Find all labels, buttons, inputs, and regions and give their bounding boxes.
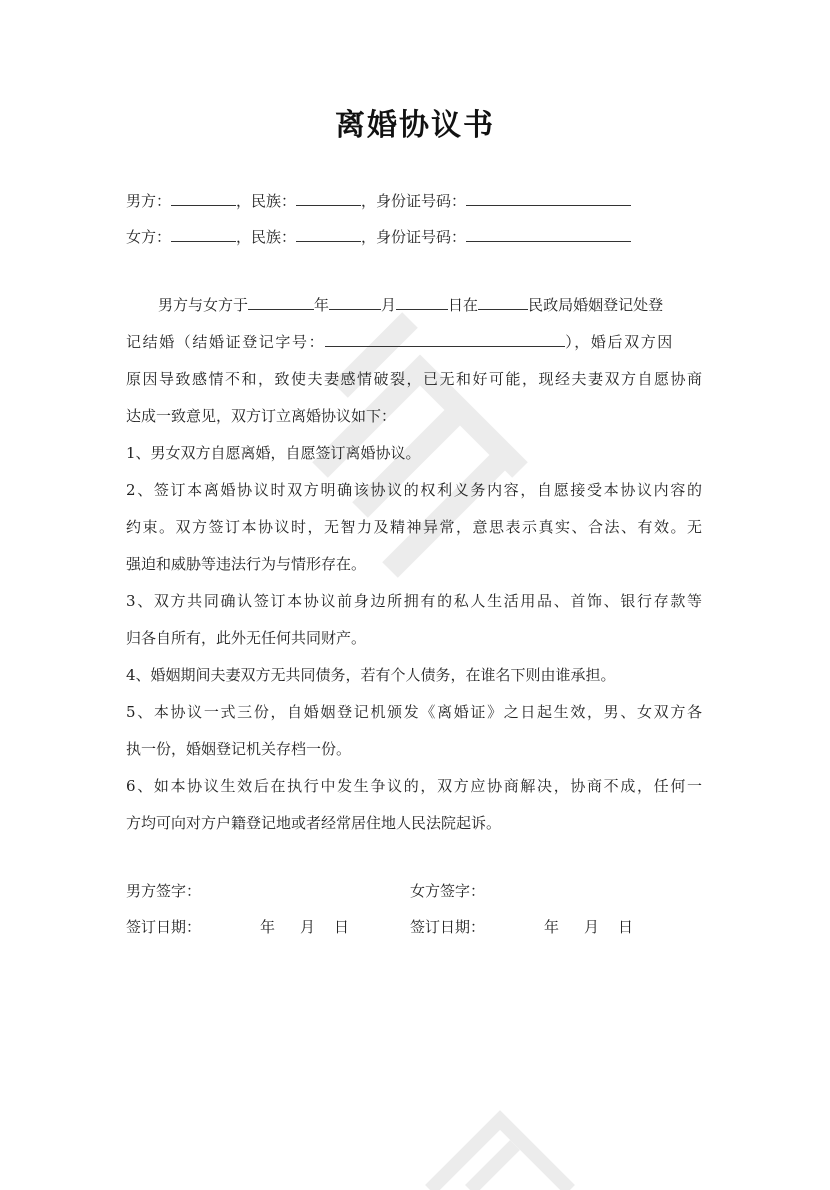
clause-3-line-2: 归各自所有，此外无任何共同财产。 — [126, 629, 367, 647]
clause-6-line-2: 方均可向对方户籍登记地或者经常居住地人民法院起诉。 — [126, 814, 502, 832]
female-info-line — [126, 226, 631, 247]
intro-line-4: 达成一致意见，双方订立离婚协议如下： — [126, 407, 397, 425]
marriage-month-field[interactable] — [329, 295, 381, 310]
watermark-logo-icon — [420, 1110, 580, 1190]
month-label: 月 — [300, 918, 316, 936]
intro-line-1: 男方与女方于 年 月 日在 民政局婚姻登记处登 — [158, 296, 664, 314]
clause-6-line-1: 6、如本协议生效后在执行中发生争议的，双方应协商解决，协商不成，任何一 — [126, 777, 702, 795]
clause-1: 1、男女双方自愿离婚，自愿签订离婚协议。 — [126, 444, 421, 462]
male-label: 男方： — [126, 192, 172, 210]
male-info-line — [126, 190, 631, 211]
sign-date-label: 签订日期： — [126, 918, 202, 936]
clauses-list — [126, 435, 702, 842]
year-label: 年 — [260, 918, 276, 936]
id-label: ，身份证号码： — [361, 228, 467, 246]
female-ethnicity-field[interactable] — [296, 227, 361, 242]
female-signature-label: 女方签字： — [410, 882, 486, 900]
male-ethnicity-field[interactable] — [296, 191, 361, 206]
male-name-field[interactable] — [171, 191, 236, 206]
day-label: 日 — [334, 918, 350, 936]
marriage-day-field[interactable] — [396, 295, 448, 310]
id-label: ，身份证号码： — [361, 192, 467, 210]
male-id-field[interactable] — [466, 191, 631, 206]
clause-3-line-1: 3、双方共同确认签订本协议前身边所拥有的私人生活用品、首饰、银行存款等 — [126, 592, 702, 610]
marriage-year-field[interactable] — [248, 295, 314, 310]
year-label: 年 — [544, 918, 560, 936]
clause-5-line-2: 执一份，婚姻登记机关存档一份。 — [126, 740, 352, 758]
document-title: 离婚协议书 — [335, 108, 495, 143]
male-signature-label: 男方签字： — [126, 882, 202, 900]
clause-5-line-1: 5、本协议一式三份，自婚姻登记机颁发《离婚证》之日起生效，男、女双方各 — [126, 703, 702, 721]
female-id-field[interactable] — [466, 227, 631, 242]
day-label: 日 — [618, 918, 634, 936]
intro-line-2: 记结婚（结婚证登记字号： ），婚后双方因 — [126, 333, 674, 351]
female-label: 女方： — [126, 228, 172, 246]
clause-2-line-1: 2、签订本离婚协议时双方明确该协议的权利义务内容，自愿接受本协议内容的 — [126, 481, 702, 499]
female-sign-date — [410, 916, 633, 937]
month-label: 月 — [584, 918, 600, 936]
clause-4: 4、婚姻期间夫妻双方无共同债务，若有个人债务，在谁名下则由谁承担。 — [126, 666, 616, 684]
sign-date-label: 签订日期： — [410, 918, 486, 936]
marriage-certificate-number-field[interactable] — [325, 332, 565, 347]
female-name-field[interactable] — [171, 227, 236, 242]
clause-2-line-3: 强迫和威胁等违法行为与情形存在。 — [126, 555, 367, 573]
intro-line-3: 原因导致感情不和，致使夫妻感情破裂，已无和好可能，现经夫妻双方自愿协商 — [126, 370, 702, 388]
civil-affairs-bureau-field[interactable] — [478, 295, 528, 310]
clause-2-line-2: 约束。双方签订本协议时，无智力及精神异常，意思表示真实、合法、有效。无 — [126, 518, 702, 536]
intro-paragraph — [126, 287, 702, 435]
ethnicity-label: ，民族： — [236, 228, 297, 246]
male-sign-date — [126, 916, 349, 937]
ethnicity-label: ，民族： — [236, 192, 297, 210]
